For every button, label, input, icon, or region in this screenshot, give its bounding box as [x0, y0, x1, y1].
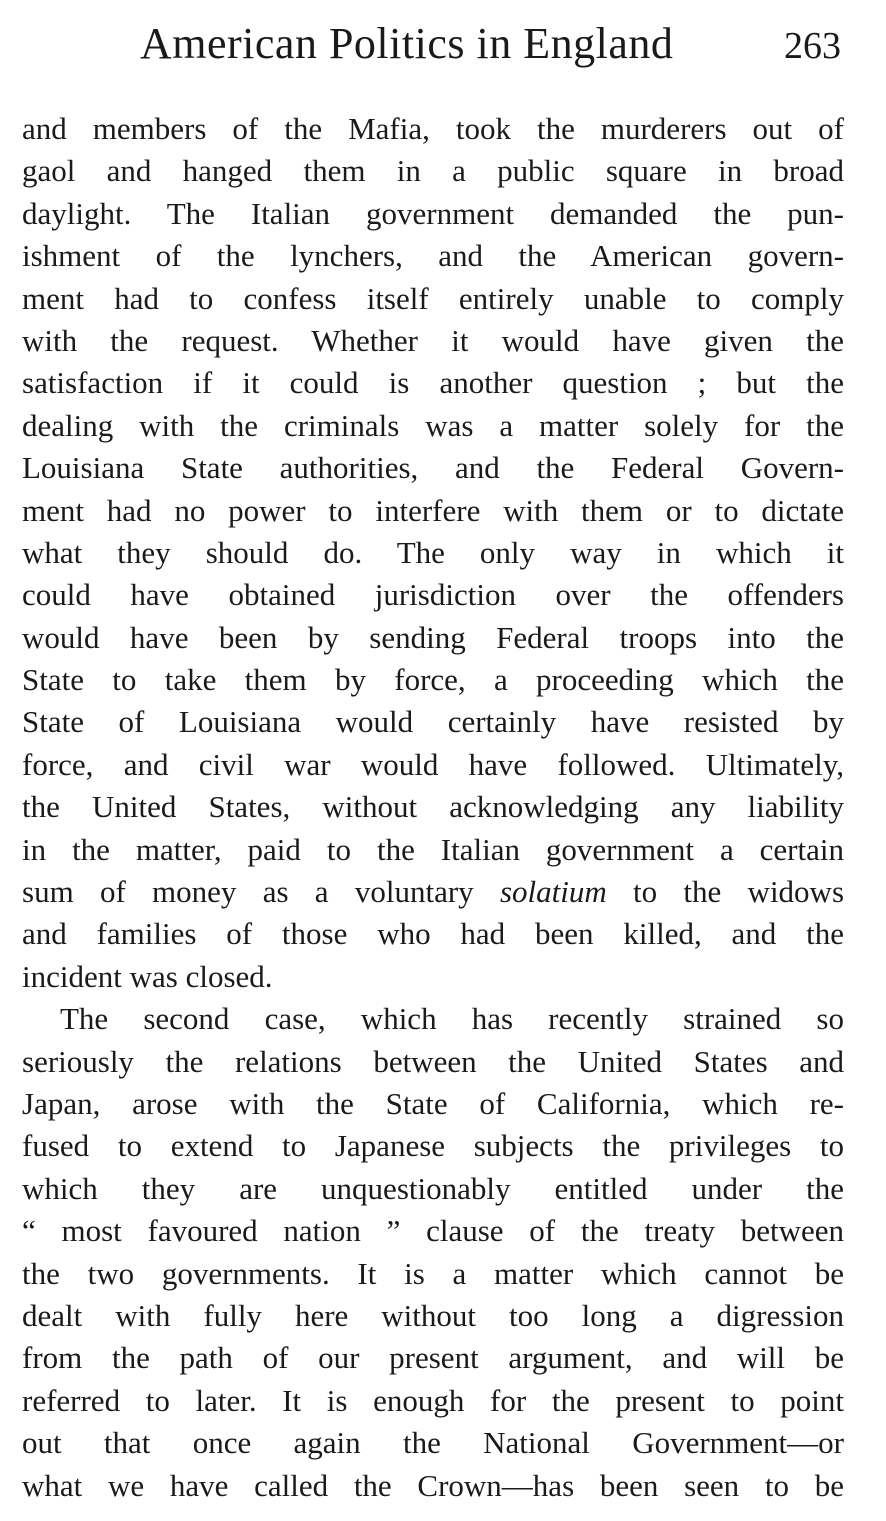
text-line: ment had no power to interfere with them or to dictate: [22, 492, 844, 528]
text-line: daylight. The Italian government demanded the pun-: [22, 195, 844, 231]
text-line: “ most favoured nation ” clause of the treaty between: [22, 1213, 844, 1249]
paragraph-end-line: incident was closed.: [22, 958, 273, 994]
text-line: State to take them by force, a proceeding which the: [22, 662, 844, 698]
text-line: satisfaction if it could is another question ; but the: [22, 365, 844, 401]
text-line: with the request. Whether it would have given the: [22, 322, 844, 358]
text-segment: sum of money as a voluntary: [22, 874, 474, 910]
running-head: [0, 14, 886, 74]
text-line: dealing with the criminals was a matter solely for the: [22, 407, 844, 443]
text-line: Louisiana State authorities, and the Federal Govern-: [22, 450, 844, 486]
body-text: [22, 108, 844, 1507]
text-line: Japan, arose with the State of California, which re-: [22, 1085, 844, 1121]
text-line-with-italic: [22, 871, 844, 913]
running-title: American Politics in England: [140, 19, 674, 68]
text-line: State of Louisiana would certainly have resisted by: [22, 704, 844, 740]
text-line: which they are unquestionably entitled under the: [22, 1170, 844, 1206]
text-line: the two governments. It is a matter which cannot be: [22, 1255, 844, 1291]
text-line: could have obtained jurisdiction over the offenders: [22, 577, 844, 613]
text-line: from the path of our present argument, and will be: [22, 1340, 844, 1376]
text-line: fused to extend to Japanese subjects the privileges to: [22, 1128, 844, 1164]
text-line: what they should do. The only way in which it: [22, 534, 844, 570]
text-line: and members of the Mafia, took the murderers out of: [22, 111, 844, 146]
text-line: force, and civil war would have followed. Ultimately,: [22, 746, 844, 782]
text-line: ment had to confess itself entirely unable to comply: [22, 280, 844, 316]
text-line: the United States, without acknowledging any liability: [22, 789, 844, 825]
text-line: and families of those who had been killed, and the: [22, 916, 844, 952]
text-line: in the matter, paid to the Italian government a certain: [22, 831, 844, 867]
text-line: seriously the relations between the United States and: [22, 1043, 844, 1079]
page-number: 263: [784, 25, 841, 67]
text-segment: to the widows: [633, 874, 844, 910]
text-line: dealt with fully here without too long a digression: [22, 1297, 844, 1333]
paragraph-start-line: The second case, which has recently strained so: [60, 1001, 844, 1037]
text-line: would have been by sending Federal troops into the: [22, 619, 844, 655]
text-line: ishment of the lynchers, and the American govern-: [22, 238, 844, 274]
text-line: referred to later. It is enough for the present to point: [22, 1382, 844, 1418]
text-line: out that once again the National Government—or: [22, 1425, 844, 1461]
text-line: gaol and hanged them in a public square in broad: [22, 153, 844, 189]
text-line: what we have called the Crown—has been seen to be: [22, 1467, 844, 1503]
italic-term: solatium: [499, 874, 607, 910]
